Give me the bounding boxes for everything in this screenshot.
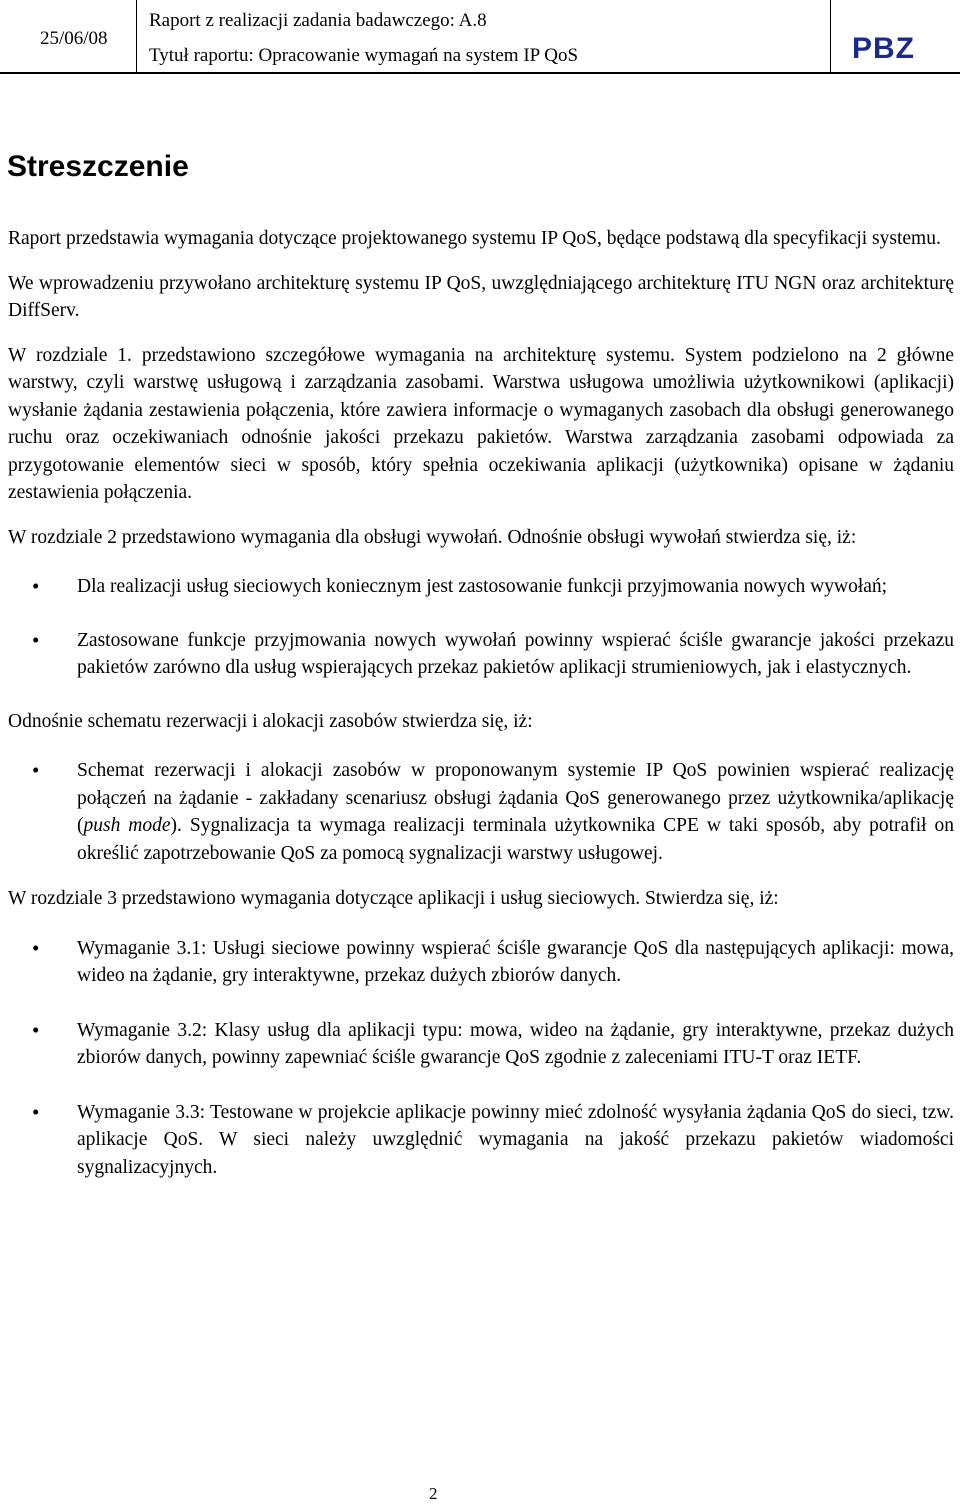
header-date: 25/06/08 [40, 28, 108, 49]
document-body [8, 225, 954, 1199]
calls-list [8, 573, 954, 682]
paragraph-chapter-2: W rozdziale 2 przedstawiono wymagania dla obsługi wywołań. Odnośnie obsługi wywołań stwierdza się, iż: [8, 526, 857, 548]
page-number: 2 [429, 1484, 438, 1503]
reservation-list [8, 757, 954, 867]
header-divider [136, 0, 137, 72]
list-item: • Dla realizacji usług sieciowych koniecznym jest zastosowanie funkcji przyjmowania nowych wywołań; [8, 573, 954, 601]
list-item: • Wymaganie 3.1: Usługi sieciowe powinny wspierać ściśle gwarancje QoS dla następujących aplikacji: mowa, wideo na żądanie, gry interaktywne, przekaz dużych zbiorów danych. [8, 935, 954, 990]
header-title-line: Tytuł raportu: Opracowanie wymagań na system IP QoS [149, 45, 579, 66]
paragraph-intro: Raport przedstawia wymagania dotyczące projektowanego systemu IP QoS, będące podstawą dla specyfikacji systemu. [8, 228, 941, 249]
requirements-list [8, 935, 954, 1182]
list-item: • Wymaganie 3.2: Klasy usług dla aplikacji typu: mowa, wideo na żądanie, gry interaktywne, przekaz dużych zbiorów danych, powinny zapewniać ściśle gwarancje QoS zgodnie z zaleceniami ITU-T oraz IETF. [8, 1017, 954, 1072]
header-divider [830, 0, 831, 72]
list-item: • Wymaganie 3.3: Testowane w projekcie aplikacje powinny mieć zdolność wysyłania żądania QoS do sieci, tzw. aplikacje QoS. W sieci należy uwzględnić wymagania na jakość przekazu pakietów wiadomości sygnalizacyjnych. [8, 1099, 954, 1182]
list-item-text: Schemat rezerwacji i alokacji zasobów w proponowanym systemie IP QoS powinien wspierać realizację połączeń na żądanie - zakładany scenariusz obsługi żądania QoS generowanego przez użytkownika/aplikację ( [77, 760, 954, 836]
push-mode-term: push mode [83, 815, 171, 836]
paragraph-chapter-1: W rozdziale 1. przedstawiono szczegółowe wymagania na architekturę systemu. System podzielono na 2 główne warstwy, czyli warstwę usługową i zarządzania zasobami. Warstwa usługowa umożliwia użytkownikowi (aplikacji) wysłanie żądania zestawienia połączenia, które zawiera informacje o wymaganych zasobach dla obsługi generowanego ruchu oraz oczekiwaniach odnośnie jakości przekazu pakietów. Warstwa zarządzania zasobami odpowiada za przygotowanie elementów sieci w sposób, który spełnia oczekiwania aplikacji (użytkownika) opisane w żądaniu zestawienia połączenia. [8, 344, 954, 503]
section-title: Streszczenie [7, 150, 189, 183]
list-item [8, 757, 954, 867]
paragraph-architecture: We wprowadzeniu przywołano architekturę systemu IP QoS, uwzględniającego architekturę ITU NGN oraz architekturę DiffServ. [8, 272, 954, 321]
list-item: • Zastosowane funkcje przyjmowania nowych wywołań powinny wspierać ściśle gwarancje jakości przekazu pakietów zarówno dla usług wspierających przekaz pakietów aplikacji strumieniowych, jak i elastycznych. [8, 627, 954, 682]
paragraph-chapter-3: W rozdziale 3 przedstawiono wymagania dotyczące aplikacji i usług sieciowych. Stwierdza się, iż: [8, 888, 779, 909]
page-header [0, 0, 960, 74]
header-report-line: Raport z realizacji zadania badawczego: A.8 [149, 10, 487, 31]
pbz-logo: PBZ [852, 32, 915, 65]
list-item-text: ). Sygnalizacja ta wymaga realizacji terminala użytkownika CPE w taki sposób, aby potrafił on określić zapotrzebowanie QoS za pomocą sygnalizacji warstwy usługowej. [77, 815, 954, 864]
paragraph-reservation: Odnośnie schematu rezerwacji i alokacji zasobów stwierdza się, iż: [8, 710, 533, 732]
